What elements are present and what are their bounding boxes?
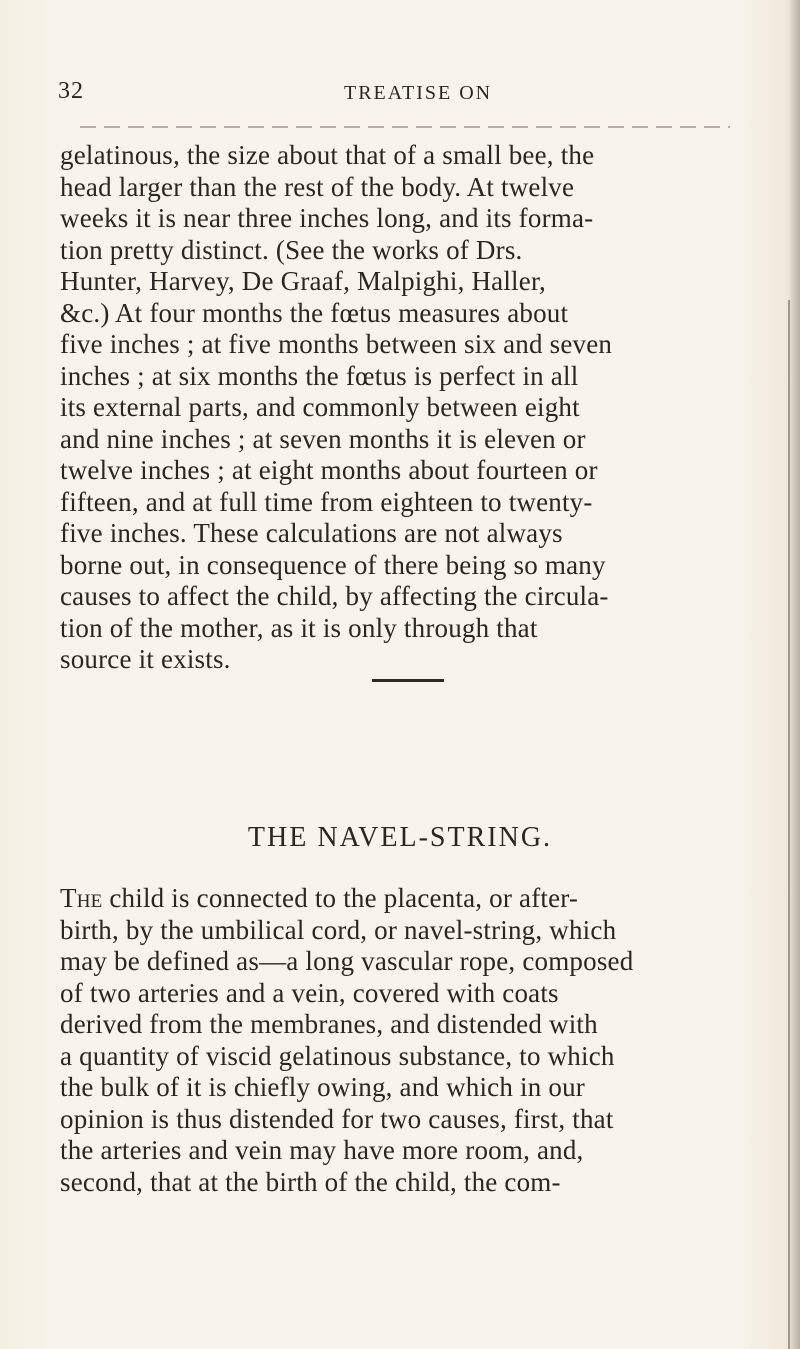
drop-word: The: [60, 883, 103, 913]
text-line: may be defined as—a long vascular rope, composed: [60, 946, 634, 976]
text-line: inches ; at six months the fœtus is perfect in all: [60, 360, 579, 391]
paragraph-navel-string: [60, 883, 750, 1198]
running-head: TREATISE ON: [344, 82, 493, 104]
first-line-text: child is connected to the placenta, or after-: [102, 883, 579, 913]
section-title: THE NAVEL-STRING.: [247, 822, 553, 853]
paragraph-fetal-growth: [60, 140, 750, 676]
text-line: a quantity of viscid gelatinous substance, to which: [60, 1040, 615, 1071]
text-line: gelatinous, the size about that of a small bee, the: [60, 140, 595, 170]
text-line: Hunter, Harvey, De Graaf, Malpighi, Haller,: [60, 266, 547, 296]
text-line: the arteries and vein may have more room, and,: [60, 1135, 584, 1165]
text-line: tion of the mother, as it is only through that: [60, 612, 538, 643]
page-number: 32: [58, 78, 84, 104]
text-line: causes to affect the child, by affecting the circula-: [60, 581, 609, 611]
text-line: and nine inches ; at seven months it is eleven or: [60, 423, 586, 454]
text-line: opinion is thus distended for two causes, first, that: [60, 1103, 614, 1134]
text-line: tion pretty distinct. (See the works of Drs.: [60, 234, 523, 265]
text-line-first: [60, 883, 750, 915]
page-header: [58, 78, 742, 112]
text-line: birth, by the umbilical cord, or navel-string, which: [60, 914, 617, 945]
text-line: head larger than the rest of the body. At twelve: [60, 171, 575, 202]
text-line: derived from the membranes, and distended with: [60, 1009, 598, 1039]
text-line: fifteen, and at full time from eighteen to twenty-: [60, 486, 593, 517]
header-rule: [80, 126, 730, 128]
text-line: of two arteries and a vein, covered with coats: [60, 977, 559, 1008]
text-line: the bulk of it is chiefly owing, and which in our: [60, 1072, 585, 1102]
text-line: second, that at the birth of the child, the com-: [60, 1166, 561, 1197]
text-line: source it exists.: [60, 644, 231, 674]
text-line: five inches ; at five months between six and seven: [60, 329, 613, 359]
text-line: &c.) At four months the fœtus measures about: [60, 297, 569, 328]
text-line: its external parts, and commonly between eight: [60, 392, 580, 422]
section-divider-rule: [372, 679, 444, 682]
text-line: five inches. These calculations are not always: [60, 518, 563, 548]
text-line: twelve inches ; at eight months about fourteen or: [60, 455, 598, 485]
text-line: weeks it is near three inches long, and its forma-: [60, 203, 594, 233]
text-line: borne out, in consequence of there being so many: [60, 549, 606, 580]
